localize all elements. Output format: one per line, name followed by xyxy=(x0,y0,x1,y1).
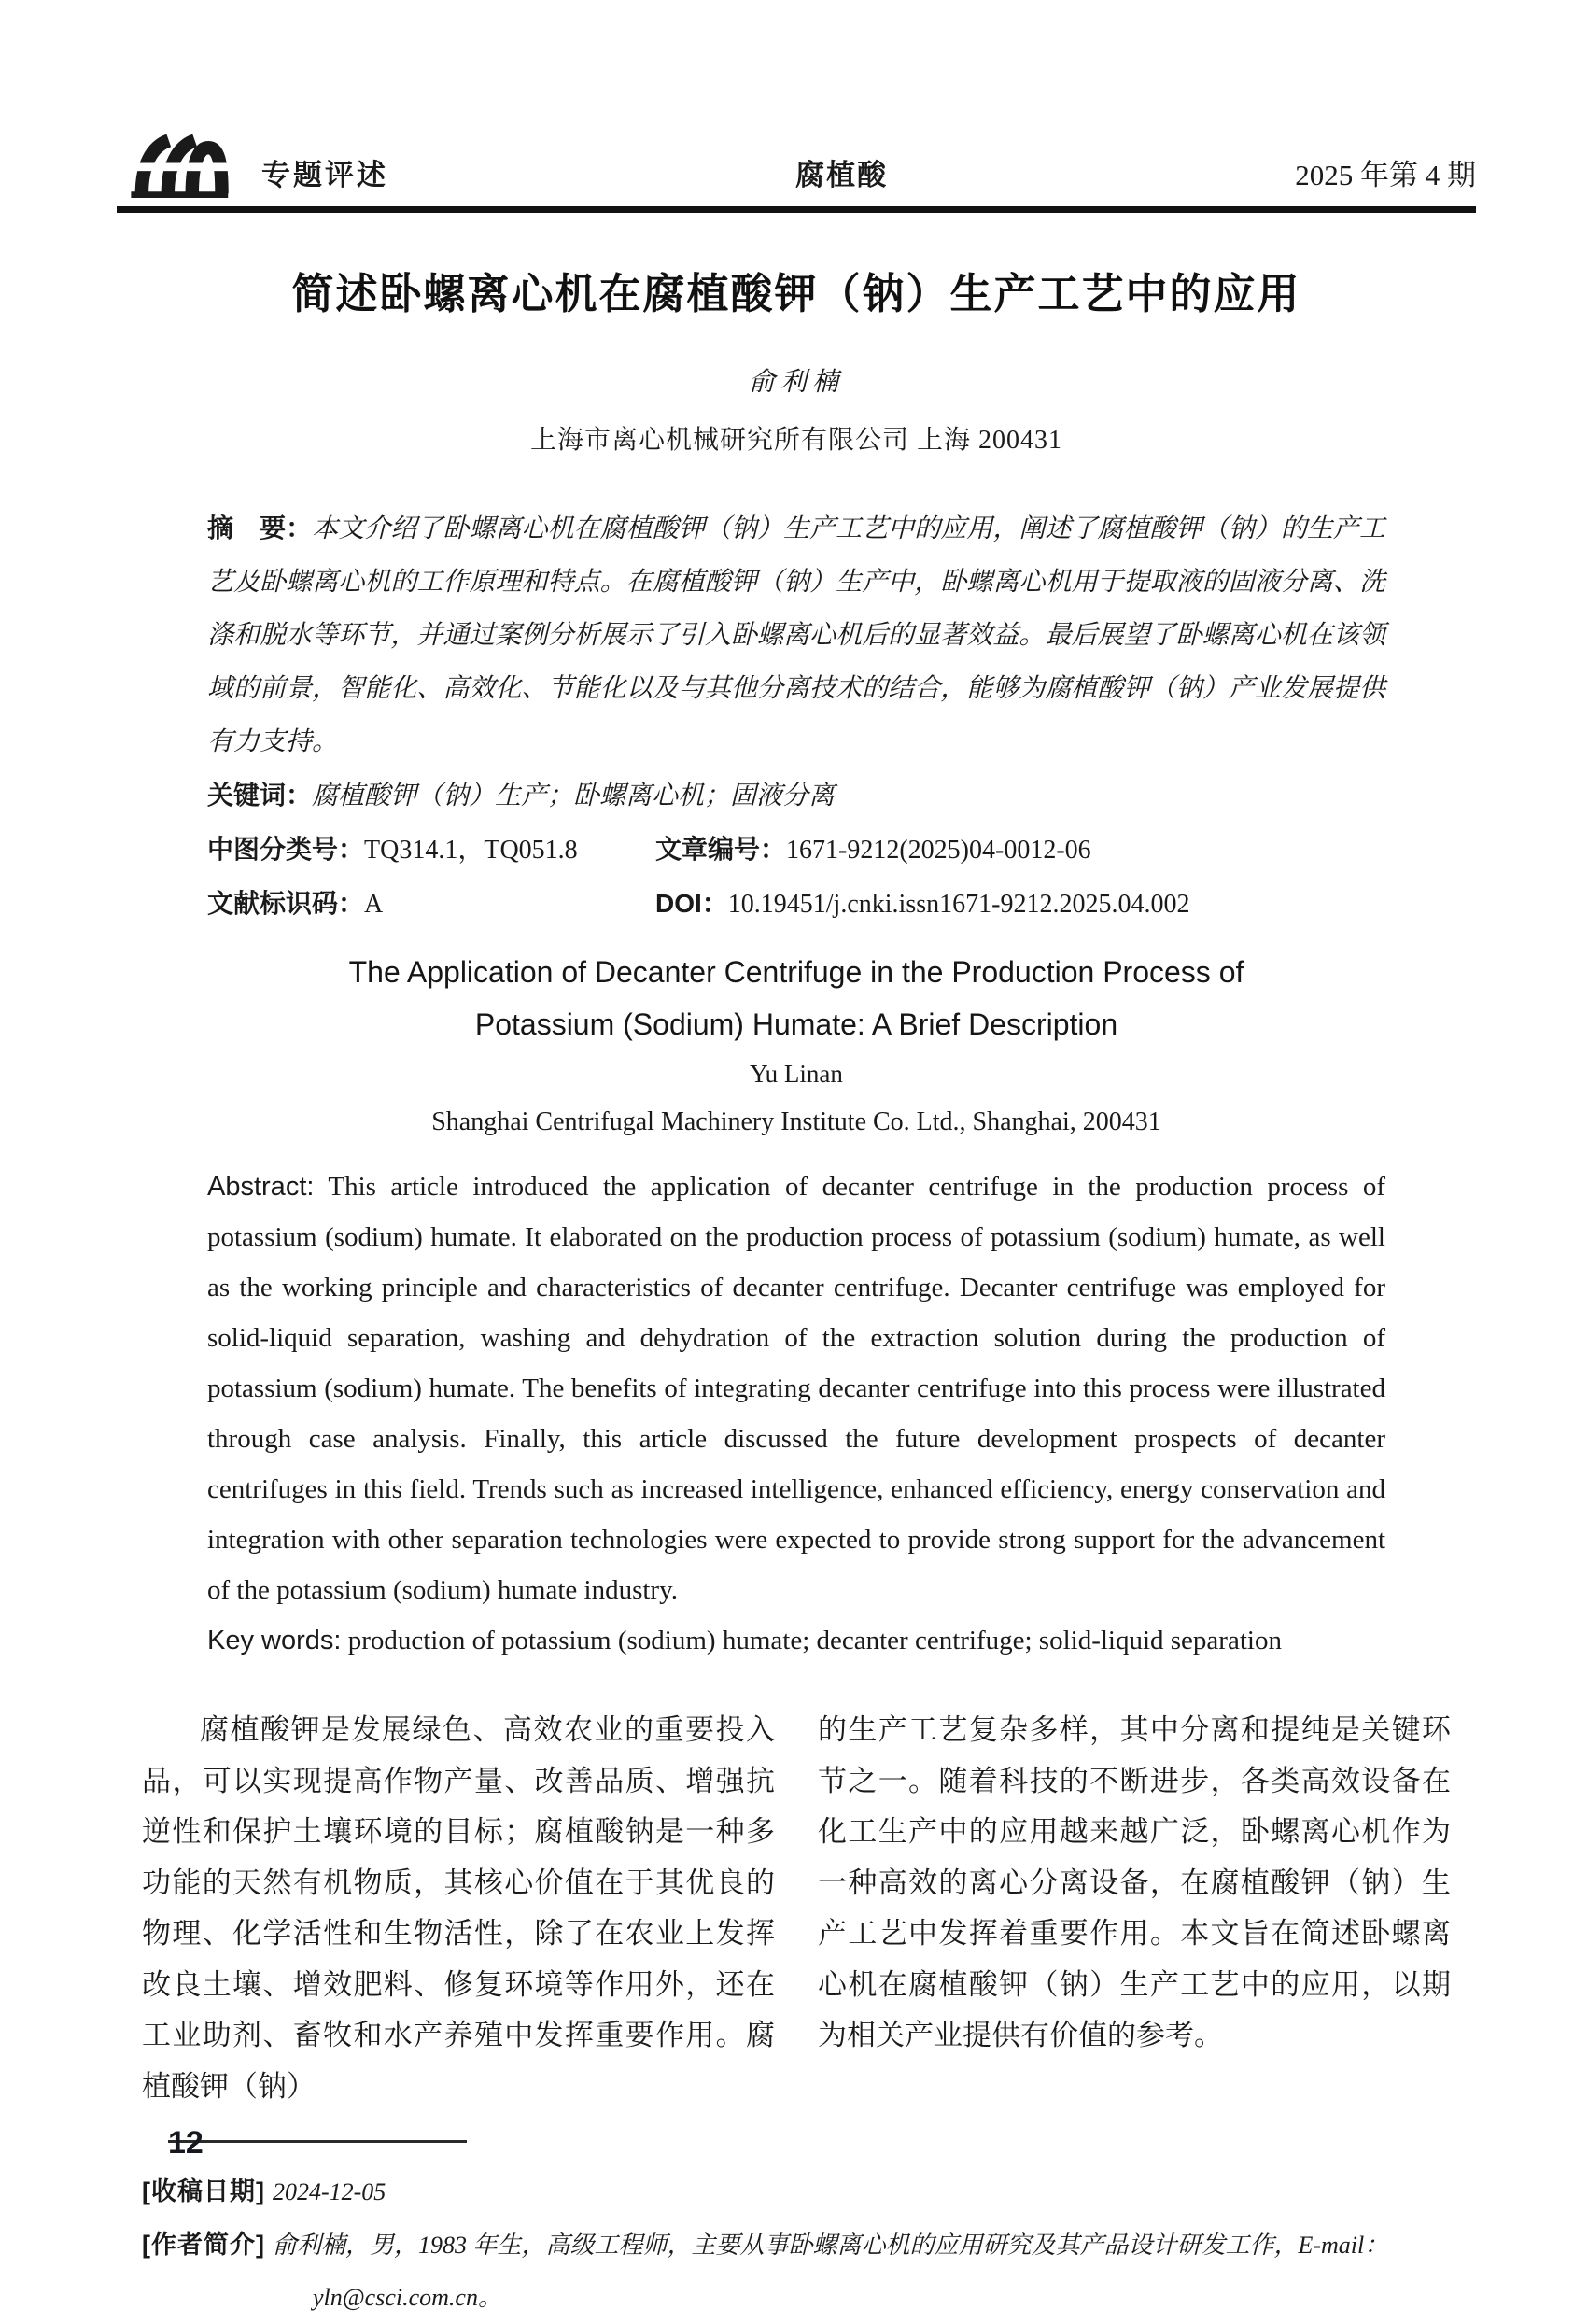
footnote-divider xyxy=(168,2140,467,2143)
abstract-paragraph-en xyxy=(207,1162,1385,1615)
document-code-label: 文献标识码： xyxy=(207,889,365,918)
affiliation-en: Shanghai Centrifugal Machinery Institute Co. Ltd., Shanghai, 200431 xyxy=(431,1107,1161,1136)
clc-label: 中图分类号： xyxy=(207,835,365,864)
article-title-en xyxy=(117,946,1476,1050)
received-date-line xyxy=(142,2165,1451,2218)
keywords-label-cn: 关键词： xyxy=(207,781,313,810)
doi-value: 10.19451/j.cnki.issn1671-9212.2025.04.002 xyxy=(727,890,1190,919)
document-code-value: A xyxy=(364,890,384,919)
article-title-en-line2: Potassium (Sodium) Humate: A Brief Description xyxy=(474,1007,1118,1041)
journal-page xyxy=(0,127,1588,2311)
article-number-label: 文章编号： xyxy=(655,835,787,864)
issue-label: 2025 年第 4 期 xyxy=(1295,159,1476,191)
article-number-value: 1671-9212(2025)04-0012-06 xyxy=(786,836,1091,865)
abstract-section-cn xyxy=(117,501,1476,931)
abstract-text-en: This article introduced the application of decanter centrifuge in the production process of potassium (sodium) humate. It elaborated on the production process of potassium (sodium) humate, as well as the working principle and characteristics of decanter centrifuge. Decanter centrifuge was employed for solid-liquid separation, washing and dehydration of the extraction solution during the production of potassium (sodium) humate. The benefits of integrating decanter centrifuge into this process were illustrated through case analysis. Finally, this article discussed the future development prospects of decanter centrifuges in this field. Trends such as increased intelligence, enhanced efficiency, energy conservation and integration with other separation technologies were expected to provide strong support for the advancement of the potassium (sodium) humate industry. xyxy=(207,1172,1385,1605)
document-code-line xyxy=(207,877,655,931)
doi-line xyxy=(655,877,1385,931)
abstract-paragraph-cn xyxy=(207,501,1385,768)
received-date-label: [收稿日期] xyxy=(142,2177,265,2205)
keywords-line-en xyxy=(207,1615,1385,1666)
section-label: 专题评述 xyxy=(261,159,388,191)
article-title-en-line1: The Application of Decanter Centrifuge in the Production Process of xyxy=(348,955,1244,989)
keywords-label-en: Key words: xyxy=(207,1626,342,1655)
body-column-left: 腐植酸钾是发展绿色、高效农业的重要投入品，可以实现提高作物产量、改善品质、增强抗逆性和保护土壤环境的目标；腐植酸钠是一种多功能的天然有机物质，其核心价值在于其优良的物理、化学活性和生物活性，除了在农业上发挥改良土壤、增效肥料、修复环境等作用外，还在工业助剂、畜牧和水产养殖中发挥重要作用。腐植酸钾（钠） xyxy=(142,1713,775,2103)
keywords-text-en: production of potassium (sodium) humate; decanter centrifuge; solid-liquid separation xyxy=(347,1626,1282,1655)
keywords-line-cn xyxy=(207,768,1385,823)
author-bio-line xyxy=(142,2218,1451,2324)
journal-name: 腐植酸 xyxy=(795,159,889,191)
clc-number-line xyxy=(207,823,655,877)
abstract-label-cn: 摘 要： xyxy=(207,514,313,542)
article-title-cn: 简述卧螺离心机在腐植酸钾（钠）生产工艺中的应用 xyxy=(291,270,1301,317)
journal-logo-icon xyxy=(117,127,233,199)
article-number-line xyxy=(655,823,1385,877)
header-left-group xyxy=(117,127,388,199)
author-bio-text: 俞利楠，男，1983 年生，高级工程师，主要从事卧螺离心机的应用研究及其产品设计研发工作，E-mail： xyxy=(272,2232,1389,2259)
keywords-text-cn: 腐植酸钾（钠）生产；卧螺离心机；固液分离 xyxy=(312,782,836,810)
abstract-text-cn: 本文介绍了卧螺离心机在腐植酸钾（钠）生产工艺中的应用，阐述了腐植酸钾（钠）的生产工艺及卧螺离心机的工作原理和特点。在腐植酸钾（钠）生产中，卧螺离心机用于提取液的固液分离、洗涤和脱水等环节，并通过案例分析展示了引入卧螺离心机后的显著效益。最后展望了卧螺离心机在该领域的前景，智能化、高效化、节能化以及与其他分离技术的结合，能够为腐植酸钾（钠）产业发展提供有力支持。 xyxy=(207,514,1385,756)
footnote-block xyxy=(117,2165,1476,2324)
clc-value: TQ314.1，TQ051.8 xyxy=(364,836,578,865)
abstract-label-en: Abstract: xyxy=(207,1172,315,1202)
body-columns xyxy=(117,1705,1476,2112)
received-date-value: 2024-12-05 xyxy=(272,2178,386,2205)
doi-label: DOI： xyxy=(655,889,728,918)
abstract-section-en xyxy=(117,1162,1476,1666)
author-email: yln@csci.com.cn。 xyxy=(313,2284,502,2311)
header-rule xyxy=(117,206,1476,213)
author-name-en: Yu Linan xyxy=(750,1060,843,1088)
article-meta-grid xyxy=(207,823,1385,931)
page-number: 12 xyxy=(168,2125,204,2161)
page-header xyxy=(117,127,1476,199)
author-name-cn: 俞利楠 xyxy=(748,368,844,397)
body-column-right: 的生产工艺复杂多样，其中分离和提纯是关键环节之一。随着科技的不断进步，各类高效设备在化工生产中的应用越来越广泛，卧螺离心机作为一种高效的离心分离设备，在腐植酸钾（钠）生产工艺中发挥着重要作用。本文旨在简述卧螺离心机在腐植酸钾（钠）生产工艺中的应用，以期为相关产业提供有价值的参考。 xyxy=(818,1713,1451,2051)
affiliation-cn: 上海市离心机械研究所有限公司 上海 200431 xyxy=(529,426,1062,455)
author-bio-label: [作者简介] xyxy=(142,2231,265,2259)
